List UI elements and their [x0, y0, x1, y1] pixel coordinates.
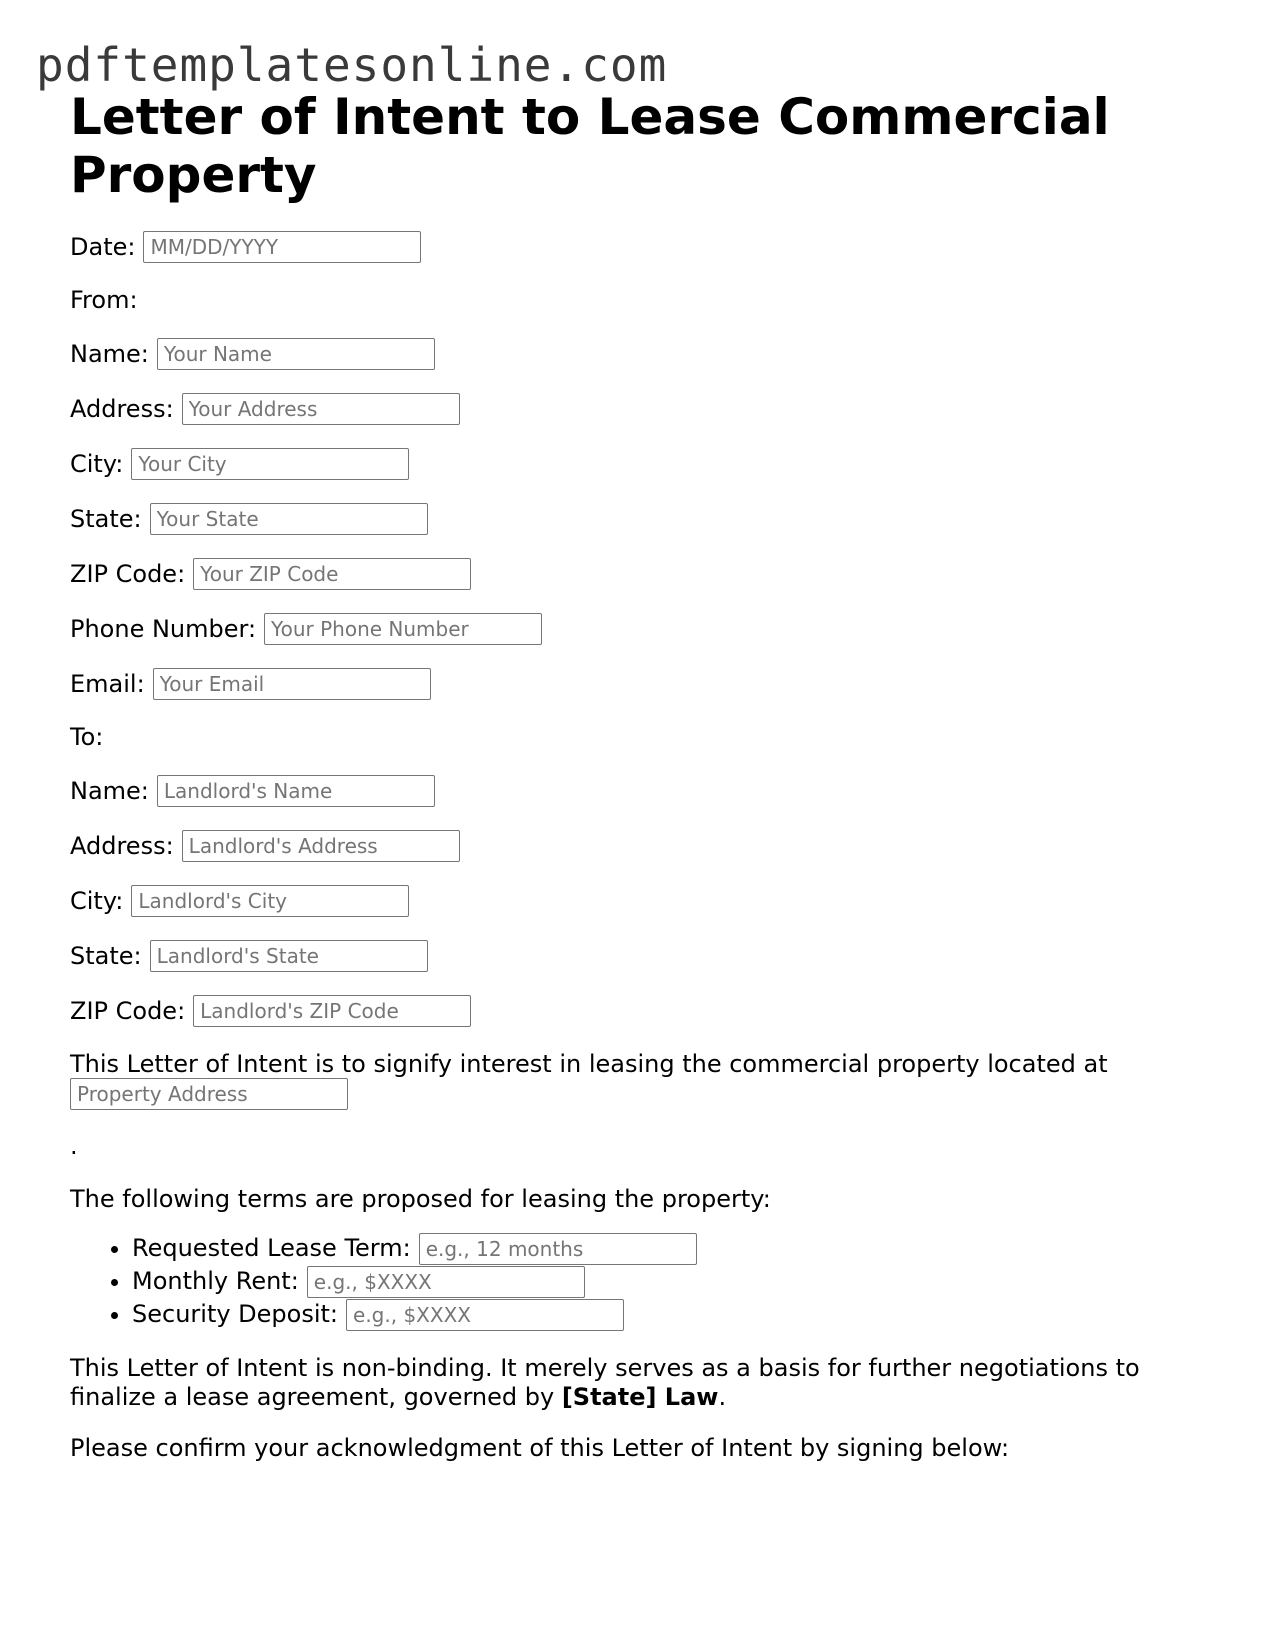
- from-zip-label: ZIP Code:: [70, 560, 186, 588]
- terms-list: [70, 1232, 697, 1331]
- to-state-input[interactable]: [150, 940, 428, 972]
- intent-text: This Letter of Intent is to signify interest in leasing the commercial property located at: [70, 1050, 1108, 1078]
- letter-page: [70, 88, 1230, 1462]
- from-phone-row: [70, 613, 542, 645]
- watermark: pdftemplatesonline.com: [36, 38, 668, 92]
- term-item-monthly-rent: [132, 1265, 697, 1298]
- from-heading-row: [70, 286, 138, 314]
- from-city-label: City:: [70, 450, 124, 478]
- confirm-paragraph: Please confirm your acknowledgment of this Letter of Intent by signing below:: [70, 1434, 1010, 1462]
- from-address-input[interactable]: [182, 393, 460, 425]
- from-heading: From:: [70, 286, 138, 314]
- term-item-lease-term: [132, 1232, 697, 1265]
- from-city-row: [70, 448, 409, 480]
- to-state-row: [70, 940, 428, 972]
- to-city-row: [70, 885, 409, 917]
- to-zip-row: [70, 995, 471, 1027]
- from-name-row: [70, 338, 435, 370]
- from-phone-input[interactable]: [264, 613, 542, 645]
- nonbinding-end: .: [718, 1383, 727, 1411]
- to-zip-input[interactable]: [193, 995, 471, 1027]
- to-state-label: State:: [70, 942, 142, 970]
- from-name-label: Name:: [70, 340, 149, 368]
- to-heading-row: [70, 723, 103, 751]
- from-state-input[interactable]: [150, 503, 428, 535]
- to-address-input[interactable]: [182, 830, 460, 862]
- date-row: [70, 231, 421, 263]
- from-name-input[interactable]: [157, 338, 435, 370]
- terms-intro: The following terms are proposed for leasing the property:: [70, 1185, 771, 1213]
- to-city-input[interactable]: [131, 885, 409, 917]
- from-address-label: Address:: [70, 395, 174, 423]
- monthly-rent-label: Monthly Rent:: [132, 1267, 299, 1295]
- to-zip-label: ZIP Code:: [70, 997, 186, 1025]
- from-email-input[interactable]: [153, 668, 431, 700]
- from-phone-label: Phone Number:: [70, 615, 257, 643]
- security-deposit-label: Security Deposit:: [132, 1300, 339, 1328]
- to-address-label: Address:: [70, 832, 174, 860]
- from-email-row: [70, 668, 431, 700]
- from-state-label: State:: [70, 505, 142, 533]
- to-heading: To:: [70, 723, 104, 751]
- lease-term-input[interactable]: [419, 1233, 697, 1265]
- intent-paragraph: [70, 1050, 1230, 1079]
- term-item-security-deposit: [132, 1298, 697, 1331]
- page-title: Letter of Intent to Lease Commercial Property: [70, 88, 1110, 204]
- from-zip-input[interactable]: [193, 558, 471, 590]
- property-address-input[interactable]: [70, 1078, 348, 1110]
- to-address-row: [70, 830, 460, 862]
- security-deposit-input[interactable]: [346, 1299, 624, 1331]
- to-name-input[interactable]: [157, 775, 435, 807]
- from-zip-row: [70, 558, 471, 590]
- nonbinding-text: This Letter of Intent is non-binding. It merely serves as a basis for further negotiations to finalize a lease agreement, governed by: [70, 1354, 1140, 1411]
- date-label: Date:: [70, 233, 136, 261]
- property-address-row: [70, 1078, 348, 1110]
- monthly-rent-input[interactable]: [307, 1266, 585, 1298]
- governing-law: [State] Law: [561, 1383, 719, 1411]
- nonbinding-paragraph: [70, 1354, 1230, 1412]
- from-address-row: [70, 393, 460, 425]
- intent-period: .: [70, 1132, 78, 1160]
- to-name-row: [70, 775, 435, 807]
- lease-term-label: Requested Lease Term:: [132, 1234, 411, 1262]
- to-city-label: City:: [70, 887, 124, 915]
- from-city-input[interactable]: [131, 448, 409, 480]
- from-email-label: Email:: [70, 670, 145, 698]
- date-input[interactable]: [143, 231, 421, 263]
- to-name-label: Name:: [70, 777, 149, 805]
- from-state-row: [70, 503, 428, 535]
